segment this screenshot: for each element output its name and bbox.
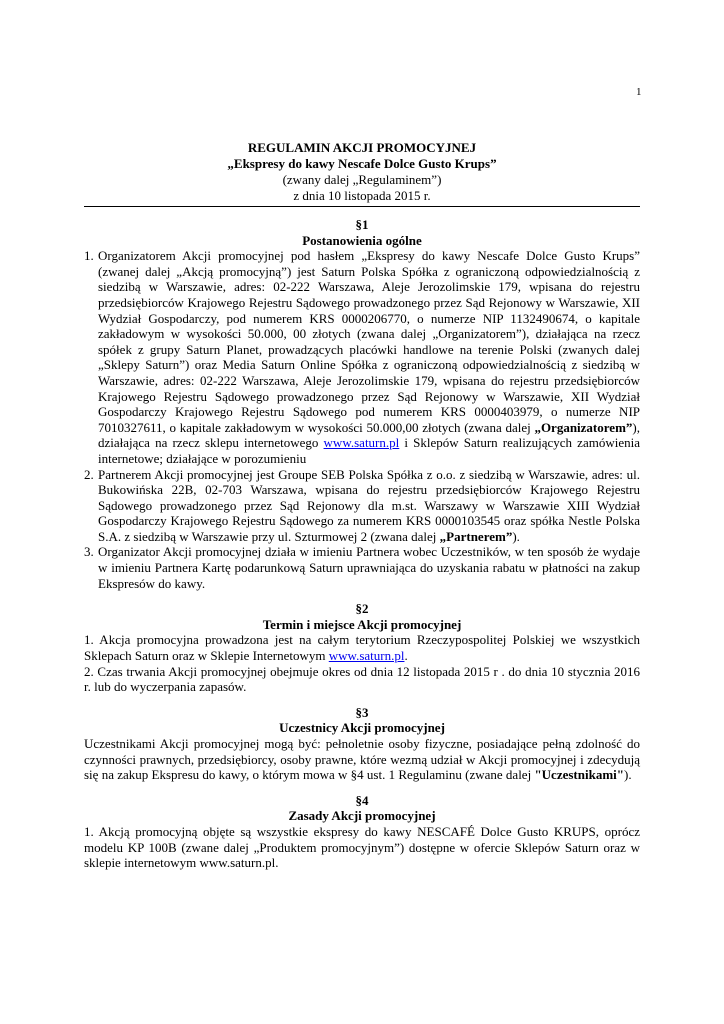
- paragraph-text: .: [404, 648, 408, 664]
- item-number: 3.: [84, 544, 94, 560]
- section-3-number: §3: [355, 704, 369, 720]
- list-item: [84, 248, 640, 466]
- item-text: ).: [512, 528, 520, 544]
- paragraph-text: Uczestnikami Akcji promocyjnej mogą być: pełnoletnie osoby fizyczne, posiadające pełną zdolność do czynności prawnych, przedsiębiorcy, osoby prawne, które wezmą udział w Akcji promocyjnej i zdecydują się na zakup Ekspresu do kawy, o którym mowa w §4 ust. 1 Regulaminu (zwane dalej: [84, 736, 640, 783]
- document-body: [84, 140, 640, 871]
- page-number: 1: [636, 86, 642, 98]
- document-alias: (zwany dalej „Regulaminem”): [282, 172, 442, 187]
- item-text: i Sklepów Saturn realizujących zamówienia internetowe; działające w porozumieniu: [98, 435, 640, 466]
- section-3: [84, 705, 640, 783]
- section-2-title: Termin i miejsce Akcji promocyjnej: [262, 616, 462, 632]
- section-2-number: §2: [355, 601, 369, 617]
- item-text: ), działająca na rzecz sklepu internetowego: [98, 419, 640, 451]
- section-2: [84, 601, 640, 695]
- paragraph-text: ).: [624, 767, 632, 783]
- section-4: [84, 793, 640, 871]
- item-text: Partnerem Akcji promocyjnej jest Groupe SEB Polska Spółka z o.o. z siedzibą w Warszawie, adres: ul. Bukowińska 22B, 02-703 Warszawa, wpisana do rejestru przedsiębiorców Krajowego Rejestru Sądowego prowadzonego przez Sąd Rejonowy dla m.st. Warszawy w Warszawie XIII Wydział Gospodarczy Krajowego Rejestru Sądowego za numerem KRS 0000103545 oraz spółka Nestle Polska S.A. z siedzibą w Warszawie przy ul. Szturmowej 2 (zwana dalej: [98, 466, 640, 544]
- section-2-paragraph-2: 2. Czas trwania Akcji promocyjnej obejmuje okres od dnia 12 listopada 2015 r . do dnia 10 stycznia 2016 r. lub do wyczerpania zapasów.: [84, 663, 640, 695]
- document-title: REGULAMIN AKCJI PROMOCYJNEJ: [247, 140, 477, 155]
- item-number: 2.: [84, 466, 94, 482]
- saturn-link[interactable]: www.saturn.pl: [328, 648, 405, 664]
- list-item: [84, 544, 640, 591]
- section-3-title: Uczestnicy Akcji promocyjnej: [279, 720, 445, 736]
- paragraph-bold-text: "Uczestnikami": [534, 767, 624, 783]
- item-number: 1.: [84, 248, 94, 264]
- section-3-paragraph: [84, 736, 640, 783]
- document-header: [84, 140, 640, 204]
- item-text: Organizatorem Akcji promocyjnej pod hasłem „Ekspresy do kawy Nescafe Dolce Gusto Krups” (zwanej dalej „Akcją promocyjną”) jest Saturn Polska Spółka z ograniczoną odpowiedzialnością z siedzibą w Warszawie, adres: 02-222 Warszawa, Aleje Jerozolimskie 179, wpisana do rejestru przedsiębiorców Krajowego Rejestru Sądowego prowadzonego przez Sąd Rejonowy w Warszawie, XII Wydział Gospodarczy, pod numerem KRS 0000206770, o numerze NIP 1132490674, o kapitale zakładowym w wysokości 50.000, 00 złotych (zwana dalej „Organizatorem”), działająca na rzecz spółek z grupy Saturn Planet, prowadzących placówki handlowe na terenie Polski (zwanych dalej „Sklepy Saturn”) oraz Media Saturn Online Spółka z ograniczoną odpowiedzialnością z siedzibą w Warszawie, adres: 02-222 Warszawa, Aleje Jerozolimskie 179, wpisana do rejestru przedsiębiorców Krajowego Rejestru Sądowego prowadzonego przez Sąd Rejonowy w Warszawie, XII Wydział Gospodarczy Krajowego Rejestru Sądowego pod numerem KRS 0000403979, o numerze NIP 7010327611, o kapitale zakładowym w wysokości 50.000,00 złotych (zwana dalej: [98, 248, 640, 435]
- item-bold-text: „Partnerem”: [439, 528, 513, 544]
- section-4-paragraph-1: 1. Akcją promocyjną objęte są wszystkie ekspresy do kawy NESCAFÉ Dolce Gusto KRUPS, oprócz modelu KP 100B (zwane dalej „Produktem promocyjnym”) dostępne w ofercie Sklepów Saturn oraz w sklepie internetowym www.saturn.pl.: [84, 823, 640, 871]
- section-4-title: Zasady Akcji promocyjnej: [288, 808, 436, 824]
- document-subtitle: „Ekspresy do kawy Nescafe Dolce Gusto Krups”: [227, 156, 497, 171]
- list-item: [84, 467, 640, 545]
- section-4-number: §4: [355, 792, 369, 808]
- header-divider: [84, 206, 640, 207]
- document-date: z dnia 10 listopada 2015 r.: [293, 188, 431, 203]
- paragraph-text: 1. Akcja promocyjna prowadzona jest na całym terytorium Rzeczypospolitej Polskiej we wszystkich Sklepach Saturn oraz w Sklepie Internetowym: [84, 632, 640, 664]
- section-1: [84, 217, 640, 591]
- section-1-number: §1: [355, 217, 369, 232]
- item-bold-text: „Organizatorem”: [534, 419, 633, 435]
- item-text: Organizator Akcji promocyjnej działa w imieniu Partnera wobec Uczestników, w ten sposób że wydaje w imieniu Partnera Kartę podarunkową Saturn uprawniająca do uzyskania rabatu w płatności na zakup Ekspresów do kawy.: [98, 544, 640, 591]
- section-1-title: Postanowienia ogólne: [302, 232, 422, 248]
- section-1-list: [84, 248, 640, 591]
- saturn-link[interactable]: www.saturn.pl: [323, 435, 400, 451]
- section-2-paragraph-1: [84, 632, 640, 663]
